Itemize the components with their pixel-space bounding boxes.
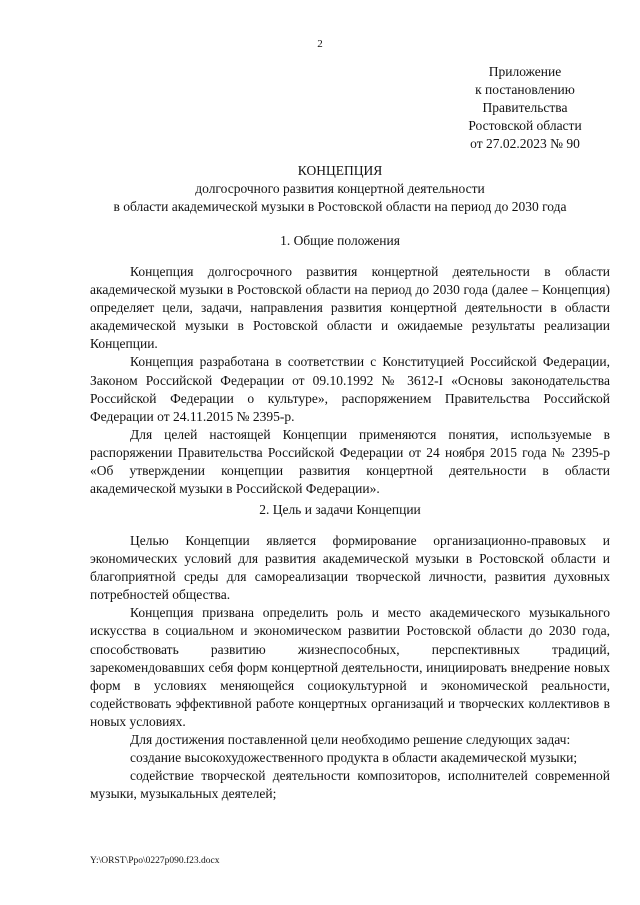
appendix-line: Приложение — [488, 64, 562, 79]
footer-file-path: Y:\ORST\Ppo\0227p090.f23.docx — [90, 856, 220, 866]
paragraph: создание высокохудожественного продукта в области академической музыки; — [130, 750, 578, 766]
title-line: долгосрочного развития концертной деятельности — [195, 181, 485, 196]
appendix-line: к постановлению — [475, 82, 575, 97]
paragraph: Концепция призвана определить роль и место академического музыкального искусства в социальном и экономическом развитии Ростовской области до 2030 года, способствовать развитию жизнеспособных, перспективных традиций, зарекомендовавших себя форм концертной деятельности, инициировать внедрение новых форм в условиях меняющейся социокультурной и экономической реальности, содействовать эффективной работе концертных организаций и творческих коллективов в новых условиях. — [90, 605, 610, 729]
appendix-line: Ростовской области — [468, 118, 582, 133]
section-heading-goals: 2. Цель и задачи Концепции — [259, 502, 421, 517]
paragraph: Для достижения поставленной цели необходимо решение следующих задач: — [130, 732, 571, 748]
appendix-block — [440, 63, 610, 153]
appendix-line: Правительства — [482, 100, 568, 115]
section-heading-general: 1. Общие положения — [280, 233, 400, 248]
paragraph: Концепция долгосрочного развития концертной деятельности в области академической музыки в Ростовской области на период до 2030 года (далее – Концепция) определяет цели, задачи, направления развития концертной деятельности в области академической музыки в Ростовской области и ожидаемые результаты реализации Концепции. — [90, 264, 610, 352]
title-line: в области академической музыки в Ростовской области на период до 2030 года — [113, 199, 567, 214]
appendix-line: от 27.02.2023 № 90 — [470, 136, 580, 151]
section-goals-tasks — [90, 532, 610, 803]
section-general-provisions — [90, 263, 610, 498]
paragraph: Для целей настоящей Концепции применяются понятия, используемые в распоряжении Правительства Российской Федерации от 24 ноября 2015 года № 2395-р «Об утверждении концепции развития концертной деятельности в области академической музыки в Российской Федерации». — [90, 426, 610, 497]
document-title — [60, 162, 620, 216]
title-line: КОНЦЕПЦИЯ — [297, 163, 383, 178]
page-number: 2 — [317, 38, 323, 50]
paragraph: содействие творческой деятельности композиторов, исполнителей современной музыки, музыкальных деятелей; — [90, 768, 610, 802]
paragraph: Целью Концепции является формирование организационно-правовых и экономических условий для развития академической музыки в Ростовской области и благоприятной среды для самореализации творческой личности, развития духовных потребностей общества. — [90, 533, 610, 603]
paragraph: Концепция разработана в соответствии с Конституцией Российской Федерации, Законом Российской Федерации от 09.10.1992 № 3612-I «Основы законодательства Российской Федерации о культуре», распоряжением Правительства Российской Федерации от 24.11.2015 № 2395-р. — [90, 354, 610, 424]
